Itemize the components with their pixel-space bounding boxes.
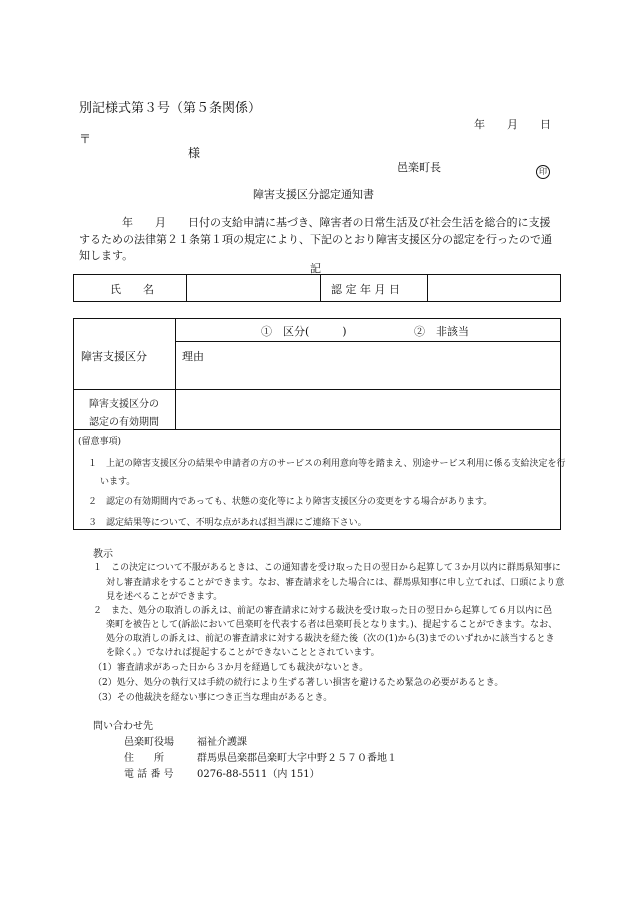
instruction-1-line-3: 見を述べることができます。 — [106, 592, 223, 602]
issuer: 邑楽町長 — [397, 161, 441, 174]
postal-mark: 〒 — [79, 132, 92, 146]
applicant-table — [73, 274, 561, 302]
category-option-2: ② 非該当 — [414, 325, 469, 338]
instruction-2-line-3: 処分の取消しの訴えは、前記の審査請求に対する裁決を経た後（次の(1)から(3)までのいずれかに該当するとき — [106, 634, 555, 644]
name-label: 氏 名 — [110, 283, 154, 296]
note-3: ３ 認定結果等について、不明な点があれば担当課にご連絡下さい。 — [88, 518, 367, 528]
instruction-heading: 教示 — [93, 549, 113, 560]
instruction-condition-3: （3）その他裁決を経ない事につき正当な理由があるとき。 — [93, 693, 333, 703]
instruction-condition-2: （2）処分、処分の執行又は手続の続行により生ずる著しい損害を避けるため緊急の必要があるとき。 — [93, 678, 504, 688]
office-label: 邑楽町役場 — [124, 737, 174, 748]
validity-label-1: 障害支援区分の — [89, 399, 159, 410]
phone-label: 電 話 番 号 — [124, 769, 174, 780]
instruction-2-line-4: を除く。）でなければ提起することができないこととされています。 — [106, 648, 380, 658]
seal-mark — [536, 159, 550, 179]
certified-date-label: 認 定 年 月 日 — [331, 283, 400, 296]
note-2: ２ 認定の有効期間内であっても、状態の変化等により障害支援区分の変更をする場合があります。 — [88, 497, 493, 507]
form-number: 別記様式第３号（第５条関係） — [79, 101, 262, 116]
note-1-line-2: います。 — [100, 477, 136, 487]
notes-box — [73, 429, 566, 530]
reason-label: 理由 — [182, 350, 204, 363]
date-line: 年 月 日 — [474, 118, 551, 131]
note-1-line-1: １ 上記の障害支援区分の結果や申請者の方のサービスの利用意向等を踏まえ、別途サービス利用に係る支給決定を行 — [88, 459, 566, 469]
instruction-1-line-1: １ この決定について不服があるときは、この通知書を受け取った日の翌日から起算して３か月以内に群馬県知事に — [93, 563, 561, 573]
validity-label-2: 認定の有効期間 — [89, 417, 159, 428]
seal-stamp-icon: 印 — [536, 165, 550, 179]
category-option-1: ① 区分( ) — [261, 325, 347, 338]
office-value: 福祉介護課 — [197, 737, 247, 748]
instruction-1-line-2: 対し審査請求をすることができます。なお、審査請求をした場合には、群馬県知事に申し立てれば、口頭により意 — [106, 578, 565, 588]
recipient-suffix: 様 — [188, 146, 201, 160]
document-title: 障害支援区分認定通知書 — [253, 188, 374, 201]
address-value: 群馬県邑楽郡邑楽町大字中野２５７０番地１ — [197, 753, 397, 764]
body-line-1: 年 月 日付の支給申請に基づき、障害者の日常生活及び社会生活を総合的に支援 — [122, 216, 551, 229]
instruction-condition-1: （1）審査請求があった日から３か月を経過しても裁決がないとき。 — [93, 663, 369, 673]
contact-heading: 問い合わせ先 — [93, 721, 153, 732]
notes-heading: (留意事項) — [78, 437, 122, 447]
instruction-2-line-2: 楽町を被告として(訴訟において邑楽町を代表する者は邑楽町長となります。)、提起することができます。なお、 — [106, 620, 558, 630]
support-category-table — [73, 318, 561, 430]
phone-value: 0276-88-5511（内 151） — [197, 769, 320, 780]
category-label: 障害支援区分 — [81, 350, 147, 363]
body-line-3: 知します。 — [79, 249, 134, 262]
instruction-2-line-1: ２ また、処分の取消しの訴えは、前記の審査請求に対する裁決を受け取った日の翌日から起算して６月以内に邑 — [93, 606, 553, 616]
ki-mark: 記 — [310, 262, 321, 275]
body-line-2: するための法律第２１条第１項の規定により、下記のとおり障害支援区分の認定を行ったので通 — [79, 233, 552, 246]
address-label: 住 所 — [124, 753, 164, 764]
